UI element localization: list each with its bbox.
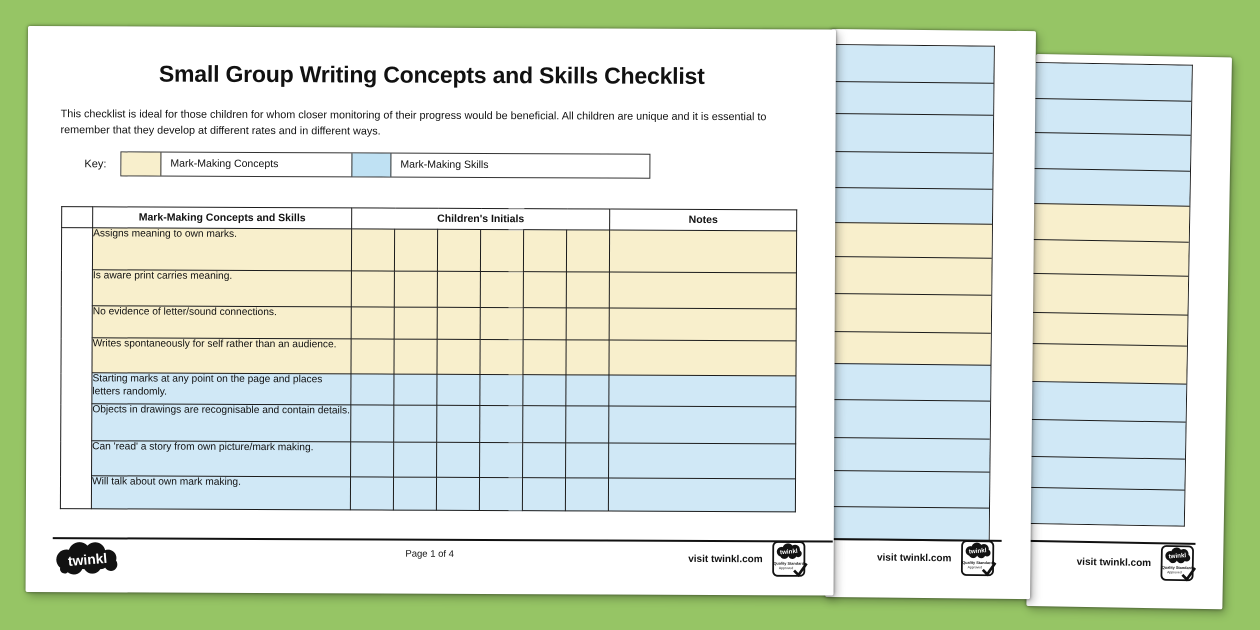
initials-cell (351, 307, 394, 339)
stripe-row (1030, 239, 1189, 276)
checklist-table (60, 206, 797, 512)
skill-cell: Assigns meaning to own marks. (92, 228, 351, 271)
initials-cell (394, 374, 437, 405)
quality-badge (1160, 543, 1197, 585)
badge-line1: Quality Standard (1161, 565, 1193, 571)
initials-cell (480, 271, 523, 307)
stripe-row (828, 113, 993, 153)
stripe-row (1028, 343, 1187, 384)
quality-badge (772, 539, 808, 580)
initials-cell (523, 443, 566, 478)
svg-text:twinkl: twinkl (1168, 552, 1187, 561)
skill-cell: Can 'read' a story from own picture/mark making. (92, 441, 351, 477)
initials-cell (523, 230, 566, 272)
initials-cell (480, 405, 523, 442)
initials-cell (351, 374, 394, 405)
svg-text:twinkl: twinkl (779, 547, 798, 557)
stripe-row (825, 437, 990, 472)
notes-cell (609, 308, 796, 341)
stripe-row (825, 399, 990, 439)
initials-cell (394, 442, 437, 477)
stripe-row (1032, 132, 1191, 171)
header-skills: Mark-Making Concepts and Skills (93, 207, 352, 229)
stripe-row (825, 363, 990, 401)
svg-text:twinkl: twinkl (968, 547, 987, 556)
stripe-row (1033, 63, 1192, 101)
initials-cell (394, 307, 437, 339)
badge-line1: Quality Standard (962, 560, 993, 566)
skills-swatch (351, 153, 391, 176)
initials-cell (351, 442, 394, 477)
table-row (61, 306, 796, 341)
initials-cell (436, 477, 479, 510)
initials-cell (437, 339, 480, 374)
initials-cell (437, 405, 480, 442)
stripe-row (1026, 487, 1184, 526)
initials-cell (565, 478, 608, 511)
visit-block (1076, 542, 1196, 585)
stripe-row (1031, 203, 1190, 242)
badge-line1: Quality Standard (773, 561, 805, 566)
key-label: Key: (84, 157, 107, 170)
table-row (61, 441, 796, 479)
intro-text: This checklist is ideal for those children for whom closer monitoring of their progress would be beneficial. All children are unique and it is essential to remember that they develop at different rates and in different ways. (60, 108, 767, 138)
svg-text:twinkl: twinkl (67, 549, 108, 569)
header-notes: Notes (610, 209, 797, 231)
page-number: Page 1 of 4 (405, 548, 455, 560)
stripe-row (1028, 381, 1187, 422)
initials-cell (480, 374, 523, 405)
quality-badge (960, 538, 996, 579)
initials-cell (523, 308, 566, 340)
stripe-row (826, 256, 991, 295)
initials-cell (351, 339, 394, 374)
table-row (61, 404, 796, 444)
visit-link-text: visit twinkl.com (1076, 556, 1152, 570)
table-row (61, 228, 796, 273)
visit-block (688, 539, 808, 581)
table-row (61, 338, 796, 376)
visit-link-text: visit twinkl.com (876, 552, 952, 565)
visit-block (877, 538, 997, 580)
badge-line2: Approved (967, 565, 983, 570)
concepts-label: Mark-Making Concepts (170, 157, 279, 171)
initials-cell (351, 405, 394, 442)
initials-cell (480, 442, 523, 477)
table-row (60, 476, 795, 512)
initials-cell (394, 229, 437, 271)
badge-line2: Approved (1167, 570, 1182, 575)
concepts-swatch (121, 152, 161, 175)
stripe-row (1033, 98, 1192, 135)
key-box (120, 151, 650, 178)
skill-cell: Will talk about own mark making. (91, 476, 350, 510)
stripe-row (827, 222, 992, 258)
badge-line2: Approved (778, 566, 794, 571)
header-spacer (62, 207, 93, 228)
stripe-row (1031, 168, 1190, 206)
initials-cell (566, 272, 609, 308)
initials-cell (437, 271, 480, 307)
initials-cell (566, 230, 609, 272)
page2-stripes (825, 44, 995, 542)
stripe-row (827, 151, 992, 189)
table-row (61, 270, 796, 309)
notes-cell (609, 340, 796, 376)
notes-cell (608, 478, 795, 512)
initials-cell (566, 406, 609, 443)
page-2 (825, 29, 1036, 599)
initials-cell (523, 272, 566, 308)
table-row (61, 373, 796, 407)
skill-cell: No evidence of letter/sound connections. (92, 306, 351, 339)
stripe-row (1029, 312, 1188, 346)
stripe-row (825, 506, 989, 541)
initials-cell (522, 478, 565, 511)
initials-cell (351, 229, 394, 271)
stripe-row (826, 331, 991, 365)
notes-cell (609, 375, 796, 407)
skill-cell: Objects in drawings are recognisable and contain details. (92, 404, 351, 442)
notes-cell (609, 272, 796, 309)
initials-cell (437, 442, 480, 477)
initials-cell (566, 308, 609, 340)
notes-cell (610, 230, 797, 273)
initials-cell (350, 477, 393, 510)
initials-cell (437, 229, 480, 271)
stripe-row (825, 470, 989, 508)
initials-cell (480, 339, 523, 374)
initials-cell (394, 339, 437, 374)
initials-cell (437, 307, 480, 339)
initials-cell (479, 477, 522, 510)
stripe-row (1027, 419, 1186, 459)
page3-stripes (1026, 62, 1192, 527)
initials-cell (566, 443, 609, 478)
skills-label: Mark-Making Skills (400, 158, 489, 172)
initials-cell (523, 406, 566, 443)
initials-cell (566, 340, 609, 375)
skill-cell: Writes spontaneously for self rather than an audience. (92, 338, 351, 374)
initials-cell (393, 477, 436, 510)
stripe-row (1029, 273, 1188, 315)
notes-cell (609, 443, 796, 479)
stripe-row (828, 81, 993, 115)
header-initials: Children's Initials (352, 208, 610, 230)
notes-cell (609, 406, 796, 444)
stripe-row (827, 187, 992, 224)
initials-cell (480, 229, 523, 271)
initials-cell (394, 271, 437, 307)
skill-cell: Starting marks at any point on the page and places letters randomly. (92, 373, 351, 405)
key-row (84, 151, 650, 178)
stripe-row (1026, 456, 1185, 490)
bracket-column-cell (60, 228, 92, 509)
page-1 (26, 26, 836, 596)
initials-cell (437, 374, 480, 405)
stripe-row (826, 293, 991, 333)
stripe-row (828, 45, 993, 83)
initials-cell (394, 405, 437, 442)
initials-cell (523, 340, 566, 375)
visit-link-text: visit twinkl.com (688, 553, 763, 566)
document-title: Small Group Writing Concepts and Skills Checklist (158, 60, 705, 89)
initials-cell (566, 375, 609, 406)
page-3 (1026, 54, 1232, 609)
initials-cell (523, 375, 566, 406)
initials-cell (480, 307, 523, 339)
skill-cell: Is aware print carries meaning. (92, 270, 351, 307)
initials-cell (351, 271, 394, 307)
